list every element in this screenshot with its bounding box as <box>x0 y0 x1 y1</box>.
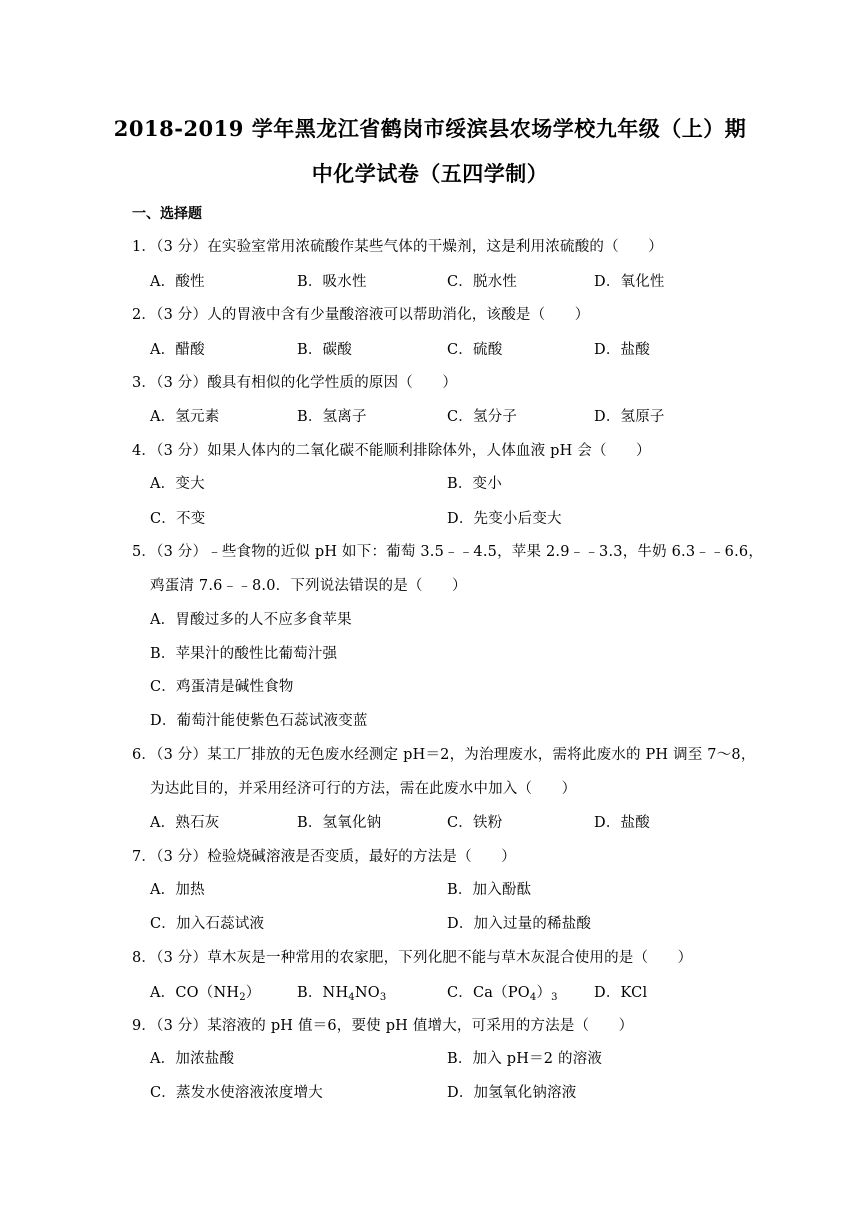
question-8-option-d: D．KCl <box>594 985 648 1001</box>
question-3-stem: 3．（3 分）酸具有相似的化学性质的原因（ ） <box>132 375 458 391</box>
question-7-option-d: D．加入过量的稀盐酸 <box>447 916 592 932</box>
question-8-option-b: B．$NH_4NO_3$ <box>297 985 387 1003</box>
exam-title-line-1: 2018-2019 学年黑龙江省鹤岗市绥滨县农场学校九年级（上）期 <box>113 116 747 141</box>
question-3-option-d: D．氢原子 <box>594 409 665 425</box>
question-6-stem: 6．（3 分）某工厂排放的无色废水经测定 pH＝2，为治理废水，需将此废水的 PH 调至 7～8， <box>132 747 756 763</box>
question-1-stem: 1．（3 分）在实验室常用浓硫酸作某些气体的干燥剂，这是利用浓硫酸的（ ） <box>132 239 663 255</box>
question-5-option-b: B．苹果汁的酸性比葡萄汁强 <box>150 646 338 662</box>
question-4-option-c: C．不变 <box>150 511 206 527</box>
question-2-stem: 2．（3 分）人的胃液中含有少量酸溶液可以帮助消化，该酸是（ ） <box>132 307 590 323</box>
question-7-option-c: C．加入石蕊试液 <box>150 916 265 932</box>
question-3-option-c: C．氢分子 <box>447 409 518 425</box>
question-6-option-b: B．氢氧化钠 <box>297 815 382 831</box>
question-5-stem: 5．（3 分）﹣些食物的近似 pH 如下：葡萄 3.5﹣﹣4.5，苹果 2.9﹣﹣3.3，牛奶 6.3﹣﹣6.6， <box>132 544 764 560</box>
question-1-option-c: C．脱水性 <box>447 274 518 290</box>
question-6-stem-continued: 为达此目的，并采用经济可行的方法，需在此废水中加入（ ） <box>150 781 577 797</box>
question-4-option-a: A．变大 <box>150 476 205 492</box>
question-8-option-c: C．$Ca(PO_4)_3$ <box>447 985 558 1003</box>
question-4-option-d: D．先变小后变大 <box>447 511 562 527</box>
question-9-stem: 9．（3 分）某溶液的 pH 值＝6，要使 pH 值增大，可采用的方法是（ ） <box>132 1018 634 1034</box>
question-6-option-c: C．铁粉 <box>447 815 503 831</box>
question-1-option-b: B．吸水性 <box>297 274 367 290</box>
question-3-option-a: A．氢元素 <box>150 409 220 425</box>
question-5-option-d: D．葡萄汁能使紫色石蕊试液变蓝 <box>150 713 368 729</box>
question-5-option-a: A．胃酸过多的人不应多食苹果 <box>150 612 352 628</box>
question-9-option-a: A．加浓盐酸 <box>150 1051 235 1067</box>
question-9-option-b: B．加入 pH＝2 的溶液 <box>447 1051 603 1067</box>
question-2-option-d: D．盐酸 <box>594 342 650 358</box>
question-9-option-d: D．加氢氧化钠溶液 <box>447 1085 577 1101</box>
question-3-option-b: B．氢离子 <box>297 409 367 425</box>
question-2-option-a: A．醋酸 <box>150 342 205 358</box>
question-5-option-c: C．鸡蛋清是碱性食物 <box>150 679 294 695</box>
question-8-option-a: A．$CO(NH_2)$ <box>150 985 261 1003</box>
question-5-stem-continued: 鸡蛋清 7.6﹣﹣8.0．下列说法错误的是（ ） <box>150 578 467 594</box>
question-2-option-c: C．硫酸 <box>447 342 503 358</box>
question-7-option-a: A．加热 <box>150 882 205 898</box>
question-8-stem: 8．（3 分）草木灰是一种常用的农家肥，下列化肥不能与草木灰混合使用的是（ ） <box>132 950 693 966</box>
section-heading: 一、选择题 <box>132 206 202 222</box>
question-4-stem: 4．（3 分）如果人体内的二氧化碳不能顺利排除体外，人体血液 pH 会（ ） <box>132 443 651 459</box>
question-6-option-a: A．熟石灰 <box>150 815 220 831</box>
question-1-option-a: A．酸性 <box>150 274 205 290</box>
question-1-option-d: D．氧化性 <box>594 274 665 290</box>
exam-title-line-2: 中化学试卷（五四学制） <box>311 161 549 186</box>
question-7-stem: 7．（3 分）检验烧碱溶液是否变质，最好的方法是（ ） <box>132 849 516 865</box>
question-7-option-b: B．加入酚酞 <box>447 882 532 898</box>
question-2-option-b: B．碳酸 <box>297 342 352 358</box>
question-4-option-b: B．变小 <box>447 476 502 492</box>
question-9-option-c: C．蒸发水使溶液浓度增大 <box>150 1085 323 1101</box>
question-6-option-d: D．盐酸 <box>594 815 650 831</box>
